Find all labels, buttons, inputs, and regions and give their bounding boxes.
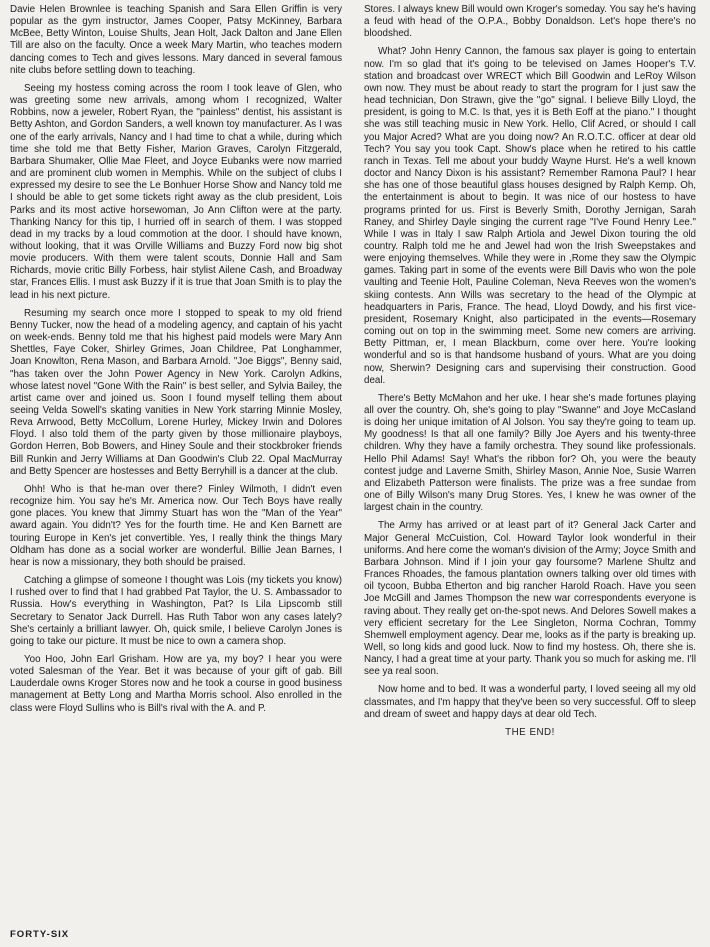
paragraph: What? John Henry Cannon, the famous sax player is going to entertain now. I'm so glad that it's going to be televised on James Hooper's T.V. station and broadcast over WRECT which Bill Goodwin and LeRoy Wilson own now. They must be about ready to start the program for I just saw the head technician, Don Strawn, give the "go" signal. I believe Billy Lloyd, the president, is going to M.C. Is that, yes it is Beth Eoff at the piano." I thought she was still teaching music in New York. Hello, Clif Acred, or should I call you Major Acred? What are you doing now? An R.O.T.C. officer at dear old Tech? You say you took Capt. Show's place when he retired to his cattle ranch in Texas. Tell me about your buddy Wayne Hurst. He's a well known doctor and Nancy Dixon is his assistant? Remember Ramona Paul? I hear she has one of those beautiful glass houses designed by Ralph Kemp. Oh, the entertainment is about to begin. It was nice of our hostess to have programs printed for us. First is Beverly Smith, Dorothy Jernigan, Sarah Raney, and Shirley Dayle singing the current rage "I've Found Henry Lee." While I was in Italy I saw Ralph Artiola and Jewel Dixon touring the old country. Ralph told me he and Jewel had won the Irish Sweepstakes and were enjoying themselves. While they were in ,Rome they saw the Olympic games. Taking part in some of the events were Bill Davis who won the pole vaulting and Teenie Holt, Pauline Coleman, Neva Reeves won the women's skiing contests. Ann Wills was secretary to the head of the Olympic at headquarters in Paris, France. The head, Lloyd Dowdy, and his first vice-president, Rosemary Knight, also participated in the events—Rosemary coming out on top in the swimming meet. Some new comers are arriving. Betty Pittman, er, I mean Blackburn, come over here. You're looking wonderful and so is that handsome husband of yours. What are you doing now, Sherwin? Designing cars and supervising their construction. Good deal. bbox=[364, 46, 696, 386]
paragraph: Catching a glimpse of someone I thought was Lois (my tickets you know) I rushed over to find that I had grabbed Pat Taylor, the U. S. Ambassador to Russia. How's everything in Washington, Pat? Is Lila Lipscomb still Secretary to Senator Jack Durrell. Has Ruth Tabor won any cases lately? She's certainly a brilliant lawyer. Oh, quick smile, I believe Carolyn Jones is going to take our picture. It must be nice to own a camera shop. bbox=[10, 575, 342, 647]
page-number: FORTY-SIX bbox=[10, 929, 70, 940]
closing-line: THE END! bbox=[505, 726, 555, 738]
paragraph: Davie Helen Brownlee is teaching Spanish and Sara Ellen Griffin is very popular as the gym instructor, James Cooper, Patsy McKinney, Barbara McBee, Betty Winton, Louise Shults, Jean Holt, Jack Dalton and Jane Ellen Till are also on the faculty. Once a week Mary Martin, who teaches modern dancing comes to Tech and gives lessons. Mary danced in several famous nite clubs before settling down to teaching. bbox=[10, 4, 342, 76]
right-text-column bbox=[364, 4, 696, 745]
paragraph: Yoo Hoo, John Earl Grisham. How are ya, my boy? I hear you were voted Salesman of the Year. Bet it was because of your gift of gab. Bill Lauderdale owns Kroger Stores now and he took a course in good business management at Betty Long and Martha Morris school. Also enrolled in the class were Floyd Sullins who is Bill's rival with the A. and P. bbox=[10, 653, 342, 714]
paragraph: Resuming my search once more I stopped to speak to my old friend Benny Tucker, now the head of a modeling agency, and captain of his yacht on week-ends. Benny told me that his highest paid models were Mary Ann Shettles, Faye Coker, Shirley Grimes, Joan Childree, Pat Longhammer, Joan Knowlton, Rena Mason, and Barbara Arnold. "Joe Biggs", Benny said, "has taken over the John Power Agency in New York. Carolyn Adkins, whose latest novel "Gone With the Rain" is best seller, and Sylvia Bailey, the artist came over and joined us. Soon I found myself telling them about seeing Velda Sowell's skating vanities in New York starring Minnie Mosley, Reva Arrwood, Betty McCollum, Lorene Hurley, Mickey Irwin and Dolores Floyd. I also told them of the party given by those millionaire playboys, Gordon Herren, Bob Bowers, and Hiney Soule and their stockbroker friends Bill Runkin and Jerry Williams at Dan Goodwin's Club 22. Opal MacMurray and Betty Spencer are hostesses and Betty Berryhill is a dancer at the club. bbox=[10, 307, 342, 477]
paragraph: There's Betty McMahon and her uke. I hear she's made fortunes playing all over the country. Oh, she's going to play "Swanne" and Joye McCasland is doing her unique imitation of Al Jolson. You say they're going to team up. My goodness! Is that all one family? Billy Joe Ayers and his twenty-three children. Why they have a family orchestra. They sound like professionals. Hello Phil Adams! Say! What's the ribbon for? Oh, you were the beauty contest judge and Laverne Smith, Shirley Mason, Annie Noe, Susie Warren and Elizabeth Patterson were finalists. The prize was a free sundae from one of Billy Wilson's many Drug Stores. Yes, I knew he was owner of the largest chain in the country. bbox=[364, 392, 696, 514]
paragraph: Now home and to bed. It was a wonderful party, I loved seeing all my old classmates, and I'm happy that they've been so very successful. Off to sleep and dream of sweet and happy days at dear old Tech. bbox=[364, 684, 696, 720]
paragraph: Seeing my hostess coming across the room I took leave of Glen, who was greeting some new arrivals, among whom I recognized, Walter Robbins, now a jeweler, Robert Ryan, the "painless" dentist, his assistant is Betty Ashton, and Gordon Sanders, a well known toy manufacturer. As I was one of the early arrivals, Nancy and I had time to chat a while, during which time she told me that Betty Fisher, Marion Graves, Carolyn Fitzgerald, Barbara Shumaker, Ollie Mae Fleet, and Joyce Eubanks were now married and are prominent club women in Memphis. While on the subject of clubs I expressed my desire to see the Le Bonhuer Horse Show and Nancy told me I should be able to get some tickets right away as the club president, Lois Parks and its most active horsewoman, Jo Ann Clifton were at the party. Thanking Nancy for this tip, I hurried off in search of them. I was stopped dead in my tracks by a loud commotion at the door. I should have known, without looking, that it was Orville Williams and Buzzy Ford now big shot movie producers. With them were talent scouts, Donnie Hall and Sam Richards, movie critic Billy Forbess, hair stylist Ailene Cash, and Broadway star, Frances Ellis. I must ask Buzzy if it is true that Joan Smith is to play the lead in his next picture. bbox=[10, 82, 342, 301]
paragraph: Ohh! Who is that he-man over there? Finley Wilmoth, I didn't even recognize him. You say he's Mr. America now. Our Tech Boys have really gone places. You knew that Jimmy Stuart has won the "Man of the Year" award again. You didn't? Yes for the fourth time. He and Ken Barnett are touring Europe in Ken's jet convertible. Yes, I really think the things Mary Oldham has done as a social worker are wonderful. Billie Jean Barnes, I hear is now a missionary, they both should be praised. bbox=[10, 483, 342, 568]
paragraph: The Army has arrived or at least part of it? General Jack Carter and Major General McCuistion, Col. Howard Taylor look wonderful in their uniforms. And here come the woman's division of the Army; Joyce Smith and Barbara Johnson. Mind if I join your gay foursome? Marlene Shultz and Frances Rhoades, the famous plantation owners talking over old times with oil tycoon, Bubba Etherton and big rancher Harold Roach. Have you seen Joe McGill and James Thompson the new war correspondents everyone is raving about. They really get on-the-spot news. And Delores Sowell makes a very efficient secretary for the Lee Singleton, Norma Cochran, Tommy Shemwell employment agency. Dear me, looks as if the party is breaking up. Well, so long kids and good luck. Now to find my hostess. Oh, there she is. Nancy, I had a great time at your party. Thank you so much for asking me. I'll see ya real soon. bbox=[364, 520, 696, 678]
paragraph: Stores. I always knew Bill would own Kroger's someday. You say he's having a feud with head of the O.P.A., Bobby Donaldson. Let's hope there's no bloodshed. bbox=[364, 4, 696, 40]
left-text-column bbox=[10, 4, 342, 721]
